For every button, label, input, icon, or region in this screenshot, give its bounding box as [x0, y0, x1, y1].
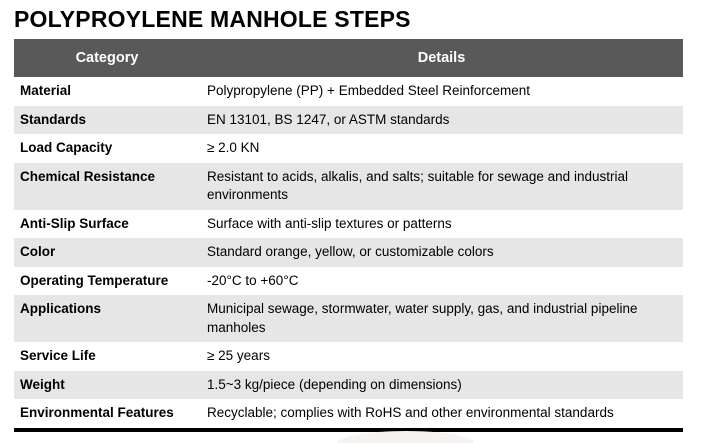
- details-cell: EN 13101, BS 1247, or ASTM standards: [200, 106, 683, 135]
- column-header-details: Details: [200, 39, 683, 77]
- details-cell: Municipal sewage, stormwater, water supply, gas, and industrial pipeline manholes: [200, 295, 683, 342]
- table-row: [14, 295, 683, 342]
- table-header-row: [14, 39, 683, 77]
- details-cell: Standard orange, yellow, or customizable colors: [200, 238, 683, 267]
- category-cell: Environmental Features: [14, 399, 200, 430]
- details-cell: Recyclable; complies with RoHS and other environmental standards: [200, 399, 683, 430]
- table-row: [14, 77, 683, 106]
- table-row: [14, 267, 683, 296]
- table-row: [14, 210, 683, 239]
- details-cell: ≥ 25 years: [200, 342, 683, 371]
- table-row: [14, 342, 683, 371]
- details-cell: ≥ 2.0 KN: [200, 134, 683, 163]
- table-row: [14, 371, 683, 400]
- table-row: [14, 134, 683, 163]
- table-row: [14, 106, 683, 135]
- details-cell: Polypropylene (PP) + Embedded Steel Reinforcement: [200, 77, 683, 106]
- table-row: [14, 163, 683, 210]
- document-page: [14, 0, 683, 432]
- table-row: [14, 238, 683, 267]
- details-cell: Surface with anti-slip textures or patterns: [200, 210, 683, 239]
- details-cell: 1.5~3 kg/piece (depending on dimensions): [200, 371, 683, 400]
- category-cell: Color: [14, 238, 200, 267]
- category-cell: Material: [14, 77, 200, 106]
- spec-table: [14, 39, 683, 432]
- category-cell: Standards: [14, 106, 200, 135]
- details-cell: Resistant to acids, alkalis, and salts; suitable for sewage and industrial environments: [200, 163, 683, 210]
- category-cell: Anti-Slip Surface: [14, 210, 200, 239]
- column-header-category: Category: [14, 39, 200, 77]
- table-body: [14, 77, 683, 430]
- page-title: POLYPROYLENE MANHOLE STEPS: [14, 6, 411, 32]
- details-cell: -20°C to +60°C: [200, 267, 683, 296]
- category-cell: Service Life: [14, 342, 200, 371]
- category-cell: Weight: [14, 371, 200, 400]
- category-cell: Applications: [14, 295, 200, 342]
- category-cell: Chemical Resistance: [14, 163, 200, 210]
- table-row: [14, 399, 683, 430]
- category-cell: Load Capacity: [14, 134, 200, 163]
- category-cell: Operating Temperature: [14, 267, 200, 296]
- page-smudge: [338, 431, 474, 443]
